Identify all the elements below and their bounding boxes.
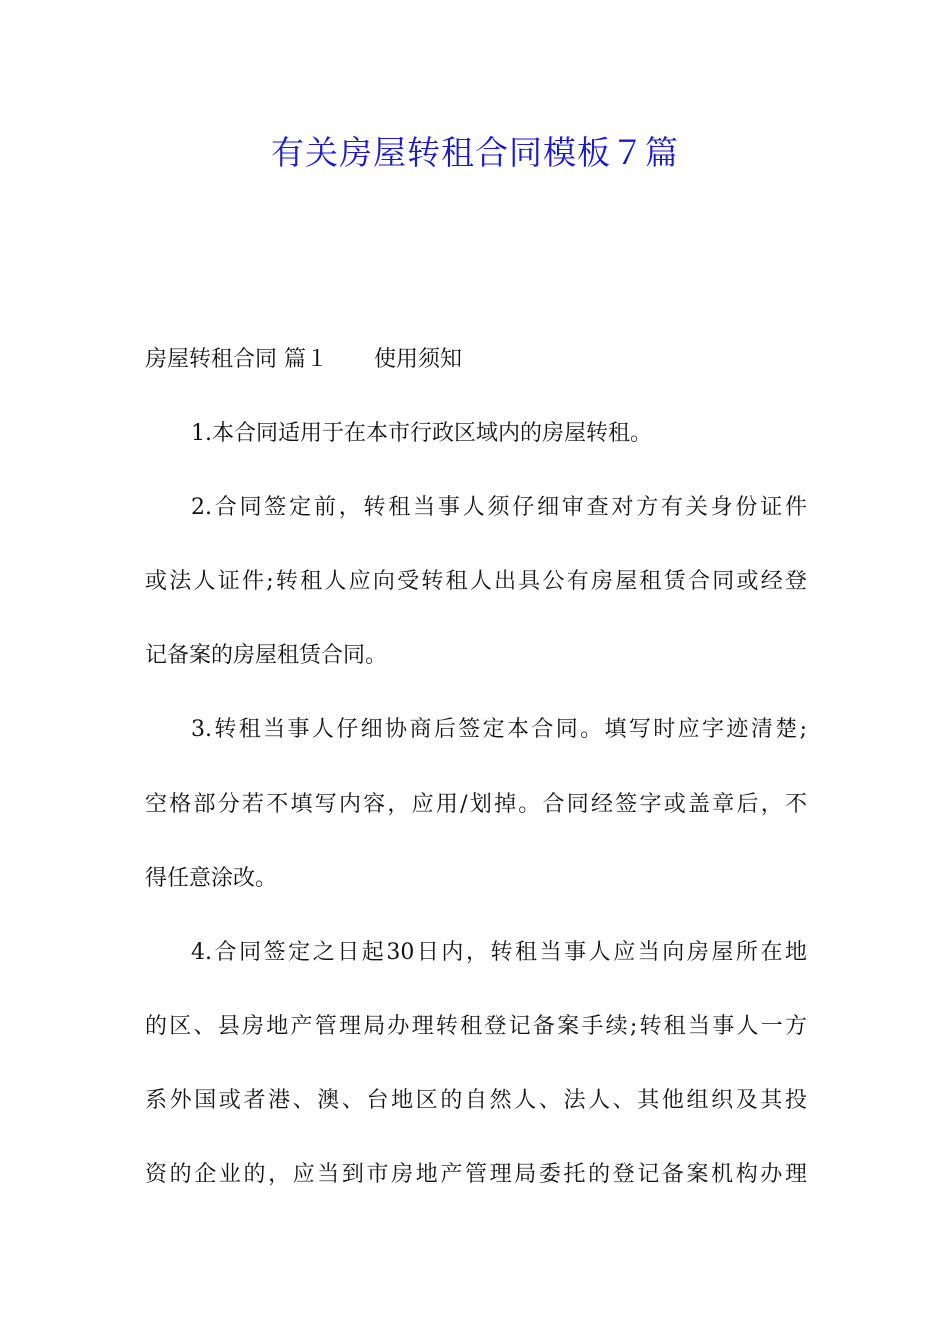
paragraph-line: 3.转租当事人仔细协商后签定本合同。填写时应字迹清楚; bbox=[191, 717, 807, 743]
paragraph-line: 或法人证件;转租人应向受转租人出具公有房屋租赁合同或经登 bbox=[145, 569, 807, 595]
paragraph-line: 记备案的房屋租赁合同。 bbox=[145, 643, 388, 669]
section-label: 使用须知 bbox=[374, 347, 463, 372]
paragraph-line: 资的企业的，应当到市房地产管理局委托的登记备案机构办理 bbox=[145, 1162, 807, 1188]
part-label: 篇１ bbox=[284, 347, 329, 372]
document-title: 有关房屋转租合同模板７篇 bbox=[271, 133, 679, 172]
document-body bbox=[145, 336, 807, 1225]
contract-name: 房屋转租合同 bbox=[145, 347, 278, 372]
paragraph-line: 2.合同签定前，转租当事人须仔细审查对方有关身份证件 bbox=[191, 495, 807, 521]
paragraph-line: 的区、县房地产管理局办理转租登记备案手续;转租当事人一方 bbox=[145, 1013, 807, 1039]
paragraph-line: 空格部分若不填写内容，应用/划掉。合同经签字或盖章后，不 bbox=[145, 791, 807, 817]
paragraph-line: 4.合同签定之日起30日内，转租当事人应当向房屋所在地 bbox=[191, 939, 807, 965]
paragraph-line: 系外国或者港、澳、台地区的自然人、法人、其他组织及其投 bbox=[145, 1087, 807, 1113]
paragraph-line: 得任意涂改。 bbox=[145, 865, 278, 891]
paragraph-line: 1.本合同适用于在本市行政区域内的房屋转租。 bbox=[191, 421, 652, 447]
section-heading bbox=[145, 336, 807, 410]
